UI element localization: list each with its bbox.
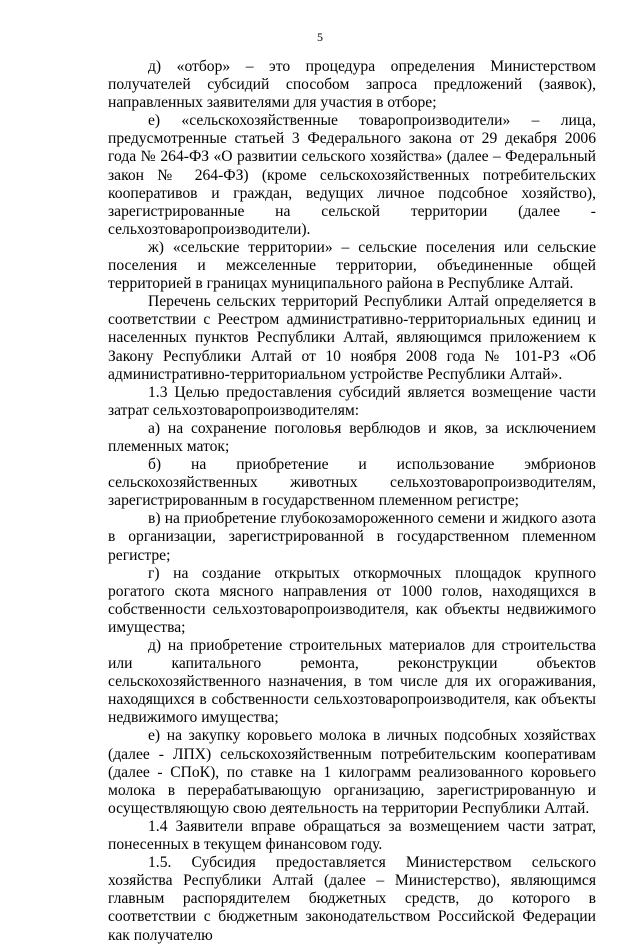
list-item-a: а) на сохранение поголовья верблюдов и яков, за исключением племенных маток; (108, 419, 596, 455)
page-number: 5 (317, 30, 323, 44)
list-item-v: в) на приобретение глубокозамороженного семени и жидкого азота в организации, зарегистрированной в государственном племенном регистре; (108, 510, 596, 564)
paragraph-1-4: 1.4 Заявители вправе обращаться за возмещением части затрат, понесенных в текущем финансовом году. (108, 817, 596, 854)
list-item-b: б) на приобретение и использование эмбрионов сельскохозяйственных животных сельхозтоваропроизводителям, зарегистрированным в государственном племенном регистре; (108, 456, 596, 510)
paragraph-rural-territories: ж) «сельские территории» – сельские поселения или сельские поселения и межселенные территории, объединенные общей территорией в границах муниципального района в Республике Алтай. (108, 238, 596, 293)
list-item-g: г) на создание открытых откормочных площадок крупного рогатого скота мясного направления от 1000 голов, находящихся в собственности сельхозтоваропроизводителя, как объекты недвижимого имущества; (108, 564, 596, 636)
list-item-e: е) на закупку коровьего молока в личных подсобных хозяйствах (далее - ЛПХ) сельскохозяйственным потребительским кооперативам (далее - СПоК), по ставке на 1 килограмм реализованного коровьего молока в перерабатывающую организацию, зарегистрированную и осуществляющую свою деятельность на территории Республики Алтай. (108, 727, 596, 817)
document-body (108, 58, 596, 945)
list-item-d: д) на приобретение строительных материалов для строительства или капитального ремонта, реконструкции объектов сельскохозяйственного назначения, в том числе для их огораживания, находящихся в собственности сельхозтоваропроизводителя, как объекты недвижимого имущества; (108, 637, 596, 727)
paragraph-territory-list: Перечень сельских территорий Республики Алтай определяется в соответствии с Реестром административно-территориальных единиц и населенных пунктов Республики Алтай, являющимся приложением к Закону Республики Алтай от 10 ноября 2008 года № 101-РЗ «Об административно-территориальном устройстве Республики Алтай». (108, 293, 596, 383)
paragraph-otbor: д) «отбор» – это процедура определения Министерством получателей субсидий способом запроса предложений (заявок), направленных заявителями для участия в отборе; (108, 58, 596, 112)
paragraph-1-3: 1.3 Целью предоставления субсидий является возмещение части затрат сельхозтоваропроизводителям: (108, 383, 596, 419)
paragraph-producers: е) «сельскохозяйственные товаропроизводители» – лица, предусмотренные статьей 3 Федерального закона от 29 декабря 2006 года № 264-ФЗ «О развитии сельского хозяйства» (далее – Федеральный закон № 264-ФЗ) (кроме сельскохозяйственных потребительских кооперативов и граждан, ведущих личное подсобное хозяйство), зарегистрированные на сельской территории (далее - сельхозтоваропроизводители). (108, 112, 596, 238)
paragraph-1-5: 1.5. Субсидия предоставляется Министерством сельского хозяйства Республики Алтай (далее – Министерство), являющимся главным распорядителем бюджетных средств, до которого в соответствии с бюджетным законодательством Российской Федерации как получателю (108, 854, 596, 944)
